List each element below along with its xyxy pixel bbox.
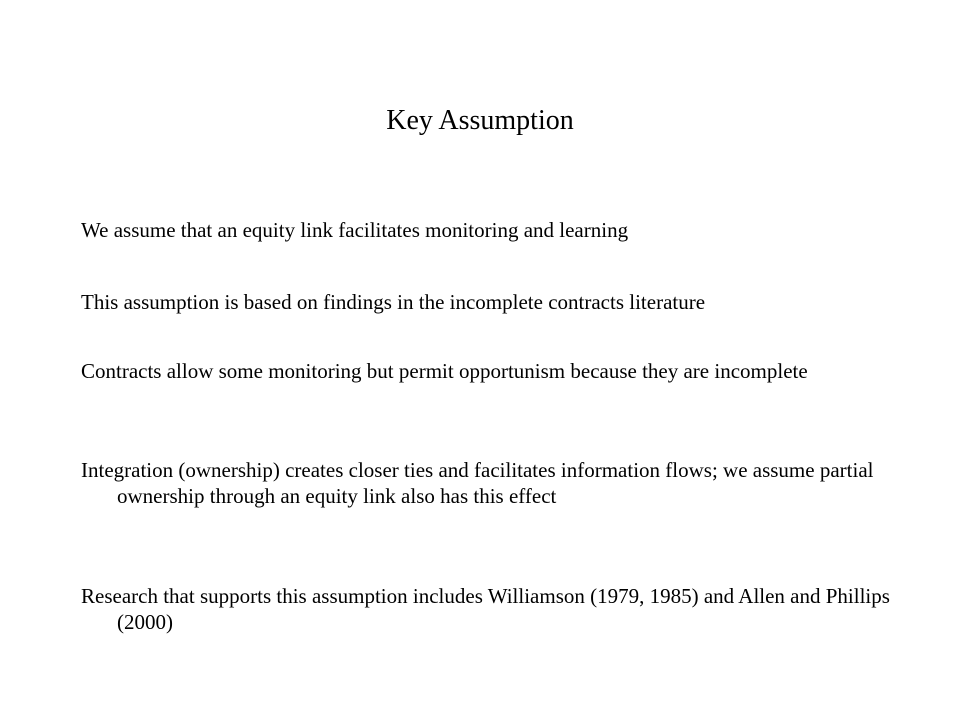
bullet-point: Contracts allow some monitoring but permit opportunism because they are incomplete xyxy=(81,359,808,383)
slide-title: Key Assumption xyxy=(386,105,574,136)
bullet-point: Research that supports this assumption includes Williamson (1979, 1985) and Allen and Phillips (2000) xyxy=(81,584,890,634)
bullet-point: Integration (ownership) creates closer ties and facilitates information flows; we assume partial ownership through an equity link also has this effect xyxy=(81,458,874,508)
bullet-point: We assume that an equity link facilitates monitoring and learning xyxy=(81,218,629,242)
bullet-point: This assumption is based on findings in the incomplete contracts literature xyxy=(81,290,706,314)
